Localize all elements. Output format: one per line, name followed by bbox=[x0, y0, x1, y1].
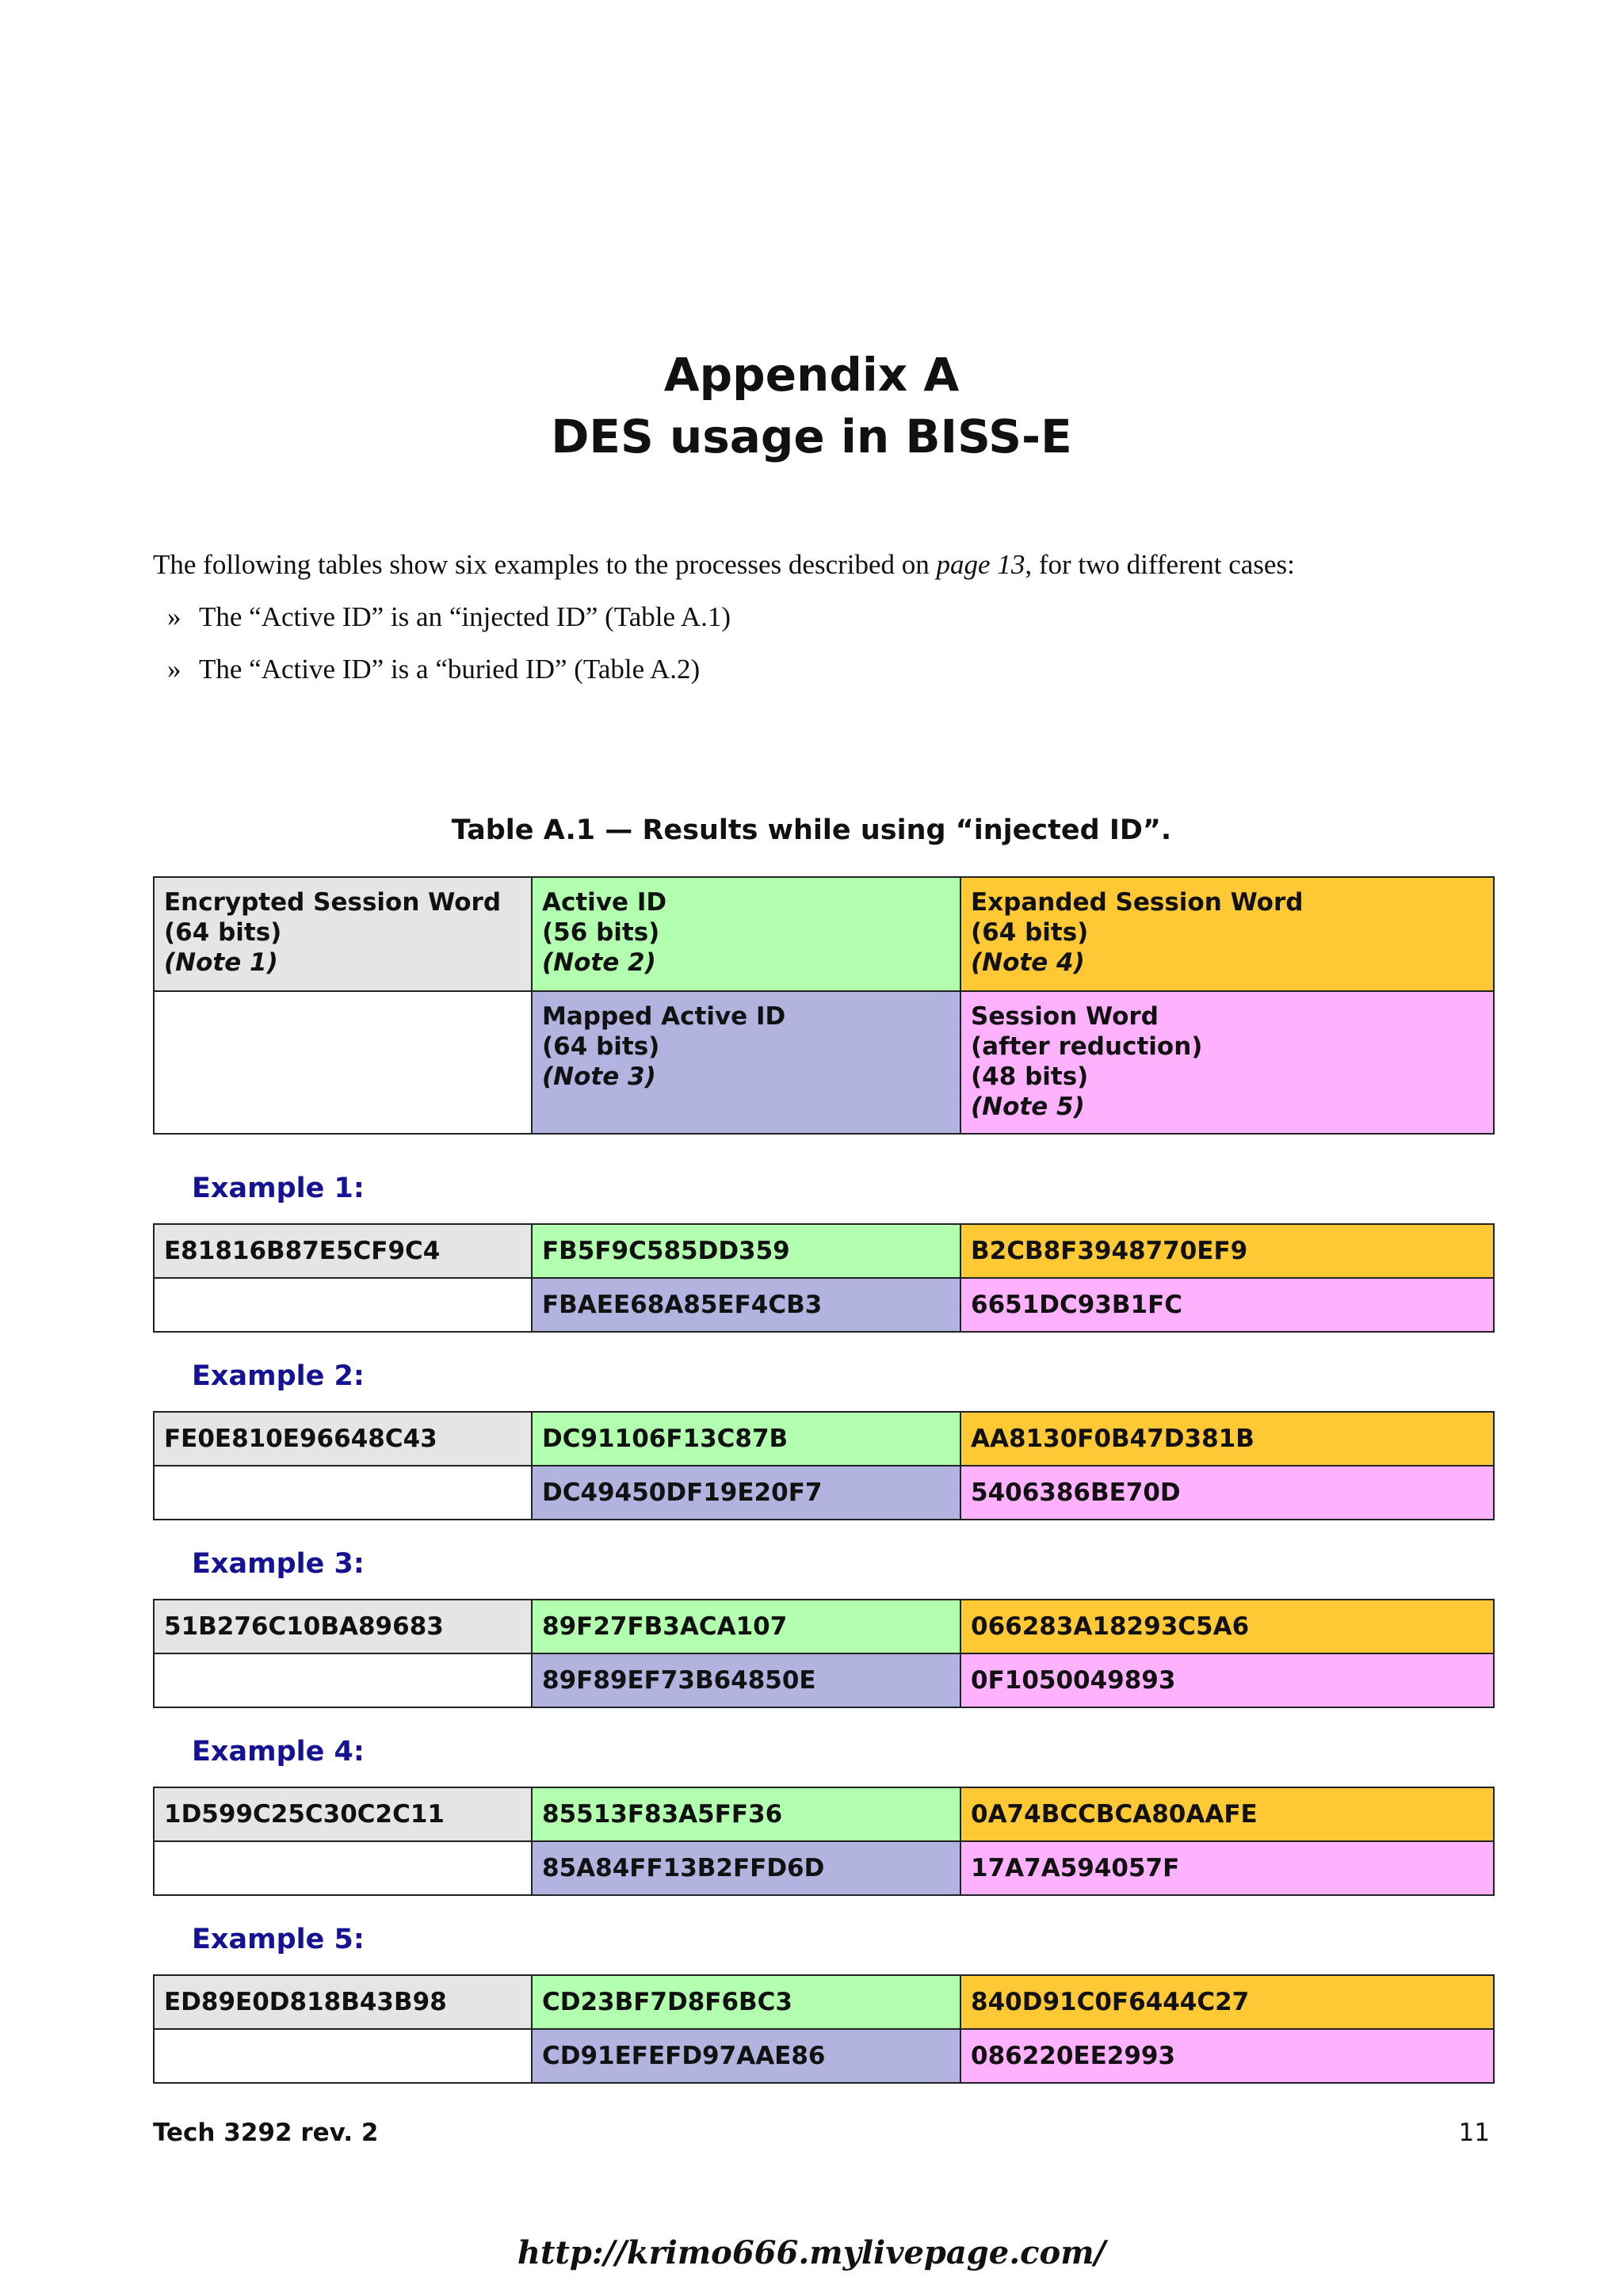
intro-paragraph bbox=[153, 539, 1500, 591]
table-row bbox=[154, 1224, 1494, 1278]
bullet-item-injected bbox=[153, 591, 1500, 643]
header-mapped-active-id bbox=[532, 991, 960, 1134]
header-bits: (64 bits) bbox=[164, 918, 282, 947]
header-note: (Note 1) bbox=[164, 948, 278, 977]
intro-text-end: , for two different cases: bbox=[1025, 549, 1295, 580]
watermark-url: http://krimo666.mylivepage.com/ bbox=[517, 2234, 1106, 2271]
header-active-id bbox=[532, 877, 960, 991]
mapped-active-id-cell: CD91EFEFD97AAE86 bbox=[532, 2029, 960, 2083]
header-title: Mapped Active ID bbox=[542, 1002, 786, 1031]
mapped-active-id-cell: 85A84FF13B2FFD6D bbox=[532, 1841, 960, 1895]
encrypted-session-word-cell: E81816B87E5CF9C4 bbox=[154, 1224, 532, 1278]
expanded-session-word-cell: B2CB8F3948770EF9 bbox=[960, 1224, 1494, 1278]
encrypted-session-word-cell: ED89E0D818B43B98 bbox=[154, 1975, 532, 2029]
header-row-top bbox=[154, 877, 1494, 991]
active-id-cell: FB5F9C585DD359 bbox=[532, 1224, 960, 1278]
session-word-cell: 086220EE2993 bbox=[960, 2029, 1494, 2083]
table-row bbox=[154, 1278, 1494, 1332]
session-word-cell: 0F1050049893 bbox=[960, 1653, 1494, 1707]
table-row bbox=[154, 2029, 1494, 2083]
mapped-active-id-cell: DC49450DF19E20F7 bbox=[532, 1466, 960, 1520]
table-row bbox=[154, 1841, 1494, 1895]
table-row bbox=[154, 1412, 1494, 1466]
header-title: Session Word bbox=[971, 1002, 1159, 1031]
mapped-active-id-cell: 89F89EF73B64850E bbox=[532, 1653, 960, 1707]
header-note: (Note 2) bbox=[542, 948, 656, 977]
document-reference: Tech 3292 rev. 2 bbox=[153, 2119, 379, 2147]
table-row bbox=[154, 1975, 1494, 2029]
encrypted-session-word-cell: FE0E810E96648C43 bbox=[154, 1412, 532, 1466]
active-id-cell: CD23BF7D8F6BC3 bbox=[532, 1975, 960, 2029]
active-id-cell: 89F27FB3ACA107 bbox=[532, 1600, 960, 1653]
header-note: (Note 4) bbox=[971, 948, 1085, 977]
encrypted-session-word-cell: 51B276C10BA89683 bbox=[154, 1600, 532, 1653]
empty-cell bbox=[154, 1841, 532, 1895]
example-table bbox=[153, 1411, 1495, 1520]
empty-cell bbox=[154, 2029, 532, 2083]
bullet-text: The “Active ID” is an “injected ID” (Table A.1) bbox=[199, 601, 731, 632]
page-number: 11 bbox=[1458, 2119, 1490, 2147]
example-label: Example 4: bbox=[192, 1736, 365, 1768]
active-id-cell: 85513F83A5FF36 bbox=[532, 1787, 960, 1841]
header-sub: (after reduction) bbox=[971, 1032, 1203, 1061]
header-bits: (48 bits) bbox=[971, 1062, 1089, 1091]
appendix-title: Appendix A bbox=[663, 348, 960, 402]
page-reference-link[interactable]: page 13 bbox=[936, 549, 1025, 580]
example-label: Example 2: bbox=[192, 1360, 365, 1392]
bullet-text: The “Active ID” is a “buried ID” (Table A.2) bbox=[199, 654, 701, 685]
header-bits: (64 bits) bbox=[542, 1032, 660, 1061]
expanded-session-word-cell: AA8130F0B47D381B bbox=[960, 1412, 1494, 1466]
active-id-cell: DC91106F13C87B bbox=[532, 1412, 960, 1466]
session-word-cell: 17A7A594057F bbox=[960, 1841, 1494, 1895]
table-caption: Table A.1 — Results while using “injected ID”. bbox=[451, 814, 1172, 846]
mapped-active-id-cell: FBAEE68A85EF4CB3 bbox=[532, 1278, 960, 1332]
example-table bbox=[153, 1599, 1495, 1708]
table-row bbox=[154, 1653, 1494, 1707]
table-row bbox=[154, 1600, 1494, 1653]
table-row bbox=[154, 1466, 1494, 1520]
empty-cell bbox=[154, 1466, 532, 1520]
header-bits: (64 bits) bbox=[971, 918, 1089, 947]
header-bits: (56 bits) bbox=[542, 918, 660, 947]
intro-text-start: The following tables show six examples to the processes described on bbox=[153, 549, 937, 580]
header-note: (Note 3) bbox=[542, 1062, 656, 1091]
session-word-cell: 5406386BE70D bbox=[960, 1466, 1494, 1520]
header-title: Expanded Session Word bbox=[971, 888, 1304, 917]
example-label: Example 3: bbox=[192, 1548, 365, 1580]
header-session-word bbox=[960, 991, 1494, 1134]
appendix-subtitle: DES usage in BISS-E bbox=[551, 410, 1072, 463]
header-expanded-session-word bbox=[960, 877, 1494, 991]
table-row bbox=[154, 1787, 1494, 1841]
encrypted-session-word-cell: 1D599C25C30C2C11 bbox=[154, 1787, 532, 1841]
header-table bbox=[153, 876, 1495, 1135]
session-word-cell: 6651DC93B1FC bbox=[960, 1278, 1494, 1332]
header-encrypted-session-word bbox=[154, 877, 532, 991]
expanded-session-word-cell: 840D91C0F6444C27 bbox=[960, 1975, 1494, 2029]
expanded-session-word-cell: 0A74BCCBCA80AAFE bbox=[960, 1787, 1494, 1841]
example-table bbox=[153, 1974, 1495, 2084]
bullet-item-buried bbox=[153, 643, 1500, 696]
header-empty-cell bbox=[154, 991, 532, 1134]
example-table bbox=[153, 1787, 1495, 1896]
empty-cell bbox=[154, 1278, 532, 1332]
example-label: Example 5: bbox=[192, 1924, 365, 1955]
empty-cell bbox=[154, 1653, 532, 1707]
bullet-mark: » bbox=[167, 601, 181, 632]
header-title: Encrypted Session Word bbox=[164, 888, 502, 917]
header-row-bottom bbox=[154, 991, 1494, 1134]
header-title: Active ID bbox=[542, 888, 667, 917]
expanded-session-word-cell: 066283A18293C5A6 bbox=[960, 1600, 1494, 1653]
example-label: Example 1: bbox=[192, 1173, 365, 1204]
bullet-mark: » bbox=[167, 654, 181, 685]
header-note: (Note 5) bbox=[971, 1093, 1085, 1121]
intro-text bbox=[153, 539, 1500, 696]
example-table bbox=[153, 1223, 1495, 1333]
